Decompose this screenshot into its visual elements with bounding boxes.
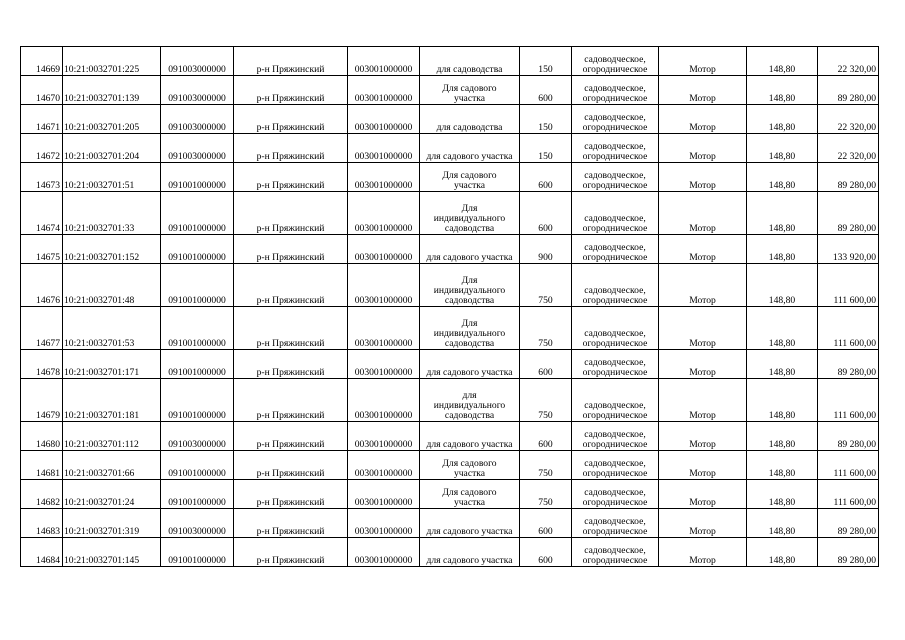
use-category-cell — [572, 76, 659, 105]
permitted-use-cell — [420, 480, 520, 509]
use-category-cell-line: садоводческое, — [584, 357, 646, 368]
cadastral-number-cell: 10:21:0032701:152 — [63, 235, 161, 264]
label-cell: Мотор — [659, 538, 747, 567]
use-category-cell — [572, 47, 659, 76]
plot-number-cell: 14679 — [21, 379, 63, 422]
use-category-cell — [572, 307, 659, 350]
use-category-cell — [572, 134, 659, 163]
value-sum-cell: 22 320,00 — [818, 134, 879, 163]
rate-cell: 148,80 — [747, 192, 818, 235]
use-category-cell-line: садоводческое, — [584, 54, 646, 65]
use-category-cell-line: садоводческое, — [584, 170, 646, 181]
table-row — [21, 350, 879, 379]
okato-code-cell: 091003000000 — [161, 76, 234, 105]
use-category-cell-line: садоводческое, — [584, 429, 646, 440]
label-cell: Мотор — [659, 307, 747, 350]
area-cell: 150 — [520, 105, 572, 134]
district-cell: р-н Пряжинский — [234, 76, 348, 105]
permitted-use-cell-line: для — [462, 390, 477, 401]
permitted-use-cell-line: участка — [453, 93, 486, 104]
plot-number-cell: 14678 — [21, 350, 63, 379]
cadastral-number-cell: 10:21:0032701:112 — [63, 422, 161, 451]
plot-number-cell: 14674 — [21, 192, 63, 235]
table-row — [21, 47, 879, 76]
area-cell: 600 — [520, 350, 572, 379]
use-category-cell-line: садоводческое, — [584, 213, 646, 224]
plot-number-cell: 14669 — [21, 47, 63, 76]
permitted-use-cell-line: индивидуального — [433, 213, 506, 224]
permitted-use-cell-line: для садового участка — [426, 526, 513, 537]
table-row — [21, 192, 879, 235]
district-cell: р-н Пряжинский — [234, 480, 348, 509]
use-category-cell-line: огородническое — [582, 338, 648, 349]
area-cell: 150 — [520, 47, 572, 76]
permitted-use-cell-line: садоводства — [444, 410, 495, 421]
table-row — [21, 235, 879, 264]
use-category-cell — [572, 192, 659, 235]
rate-cell: 148,80 — [747, 350, 818, 379]
district-cell: р-н Пряжинский — [234, 105, 348, 134]
table-row — [21, 76, 879, 105]
use-category-cell-line: садоводческое, — [584, 112, 646, 123]
value-sum-cell: 111 600,00 — [818, 451, 879, 480]
table-body — [21, 47, 879, 567]
permitted-use-cell-line: для садоводства — [436, 64, 503, 75]
district-cell: р-н Пряжинский — [234, 307, 348, 350]
area-cell: 600 — [520, 509, 572, 538]
okato-code-cell: 091001000000 — [161, 379, 234, 422]
plot-number-cell: 14676 — [21, 264, 63, 307]
use-category-cell-line: огородническое — [582, 367, 648, 378]
area-cell: 750 — [520, 480, 572, 509]
use-category-cell-line: огородническое — [582, 468, 648, 479]
use-category-cell-line: огородническое — [582, 64, 648, 75]
rate-cell: 148,80 — [747, 451, 818, 480]
use-category-cell-line: садоводческое, — [584, 83, 646, 94]
rate-cell: 148,80 — [747, 47, 818, 76]
label-cell: Мотор — [659, 480, 747, 509]
district-cell: р-н Пряжинский — [234, 192, 348, 235]
zone-code-cell: 003001000000 — [348, 264, 420, 307]
okato-code-cell: 091003000000 — [161, 134, 234, 163]
cadastral-number-cell: 10:21:0032701:51 — [63, 163, 161, 192]
district-cell: р-н Пряжинский — [234, 235, 348, 264]
zone-code-cell: 003001000000 — [348, 451, 420, 480]
district-cell: р-н Пряжинский — [234, 163, 348, 192]
value-sum-cell: 89 280,00 — [818, 538, 879, 567]
cadastral-number-cell: 10:21:0032701:145 — [63, 538, 161, 567]
cadastral-number-cell: 10:21:0032701:24 — [63, 480, 161, 509]
district-cell: р-н Пряжинский — [234, 350, 348, 379]
zone-code-cell: 003001000000 — [348, 422, 420, 451]
use-category-cell — [572, 163, 659, 192]
permitted-use-cell-line: для садового участка — [426, 151, 513, 162]
area-cell: 750 — [520, 451, 572, 480]
use-category-cell-line: огородническое — [582, 526, 648, 537]
cadastral-number-cell: 10:21:0032701:204 — [63, 134, 161, 163]
use-category-cell-line: огородническое — [582, 93, 648, 104]
table-row — [21, 307, 879, 350]
zone-code-cell: 003001000000 — [348, 235, 420, 264]
plot-number-cell: 14684 — [21, 538, 63, 567]
zone-code-cell: 003001000000 — [348, 105, 420, 134]
label-cell: Мотор — [659, 134, 747, 163]
district-cell: р-н Пряжинский — [234, 422, 348, 451]
use-category-cell-line: садоводческое, — [584, 545, 646, 556]
use-category-cell-line: огородническое — [582, 180, 648, 191]
value-sum-cell: 89 280,00 — [818, 192, 879, 235]
cadastral-number-cell: 10:21:0032701:139 — [63, 76, 161, 105]
permitted-use-cell — [420, 350, 520, 379]
plot-number-cell: 14675 — [21, 235, 63, 264]
cadastral-number-cell: 10:21:0032701:48 — [63, 264, 161, 307]
use-category-cell-line: садоводческое, — [584, 141, 646, 152]
zone-code-cell: 003001000000 — [348, 307, 420, 350]
value-sum-cell: 89 280,00 — [818, 422, 879, 451]
value-sum-cell: 89 280,00 — [818, 163, 879, 192]
permitted-use-cell — [420, 134, 520, 163]
plot-number-cell: 14673 — [21, 163, 63, 192]
use-category-cell-line: садоводческое, — [584, 328, 646, 339]
label-cell: Мотор — [659, 47, 747, 76]
permitted-use-cell-line: индивидуального — [433, 400, 506, 411]
label-cell: Мотор — [659, 422, 747, 451]
plot-number-cell: 14682 — [21, 480, 63, 509]
area-cell: 600 — [520, 192, 572, 235]
zone-code-cell: 003001000000 — [348, 509, 420, 538]
cadastral-number-cell: 10:21:0032701:319 — [63, 509, 161, 538]
cadastral-number-cell: 10:21:0032701:171 — [63, 350, 161, 379]
value-sum-cell: 111 600,00 — [818, 379, 879, 422]
permitted-use-cell — [420, 105, 520, 134]
cadastral-number-cell: 10:21:0032701:53 — [63, 307, 161, 350]
rate-cell: 148,80 — [747, 422, 818, 451]
permitted-use-cell-line: участка — [453, 497, 486, 508]
permitted-use-cell-line: индивидуального — [433, 285, 506, 296]
plot-number-cell: 14681 — [21, 451, 63, 480]
permitted-use-cell-line: для садового участка — [426, 252, 513, 263]
okato-code-cell: 091003000000 — [161, 509, 234, 538]
table-row — [21, 509, 879, 538]
permitted-use-cell-line: для садового участка — [426, 555, 513, 566]
value-sum-cell: 89 280,00 — [818, 76, 879, 105]
use-category-cell-line: садоводческое, — [584, 516, 646, 527]
value-sum-cell: 111 600,00 — [818, 480, 879, 509]
permitted-use-cell — [420, 235, 520, 264]
cadastral-number-cell: 10:21:0032701:66 — [63, 451, 161, 480]
zone-code-cell: 003001000000 — [348, 480, 420, 509]
rate-cell: 148,80 — [747, 538, 818, 567]
use-category-cell-line: огородническое — [582, 295, 648, 306]
label-cell: Мотор — [659, 350, 747, 379]
rate-cell: 148,80 — [747, 235, 818, 264]
label-cell: Мотор — [659, 264, 747, 307]
use-category-cell — [572, 105, 659, 134]
table-row — [21, 480, 879, 509]
plot-number-cell: 14683 — [21, 509, 63, 538]
value-sum-cell: 22 320,00 — [818, 105, 879, 134]
value-sum-cell: 22 320,00 — [818, 47, 879, 76]
rate-cell: 148,80 — [747, 480, 818, 509]
use-category-cell — [572, 538, 659, 567]
use-category-cell-line: огородническое — [582, 252, 648, 263]
table-row — [21, 451, 879, 480]
use-category-cell — [572, 509, 659, 538]
rate-cell: 148,80 — [747, 307, 818, 350]
permitted-use-cell — [420, 264, 520, 307]
table-row — [21, 422, 879, 451]
okato-code-cell: 091001000000 — [161, 350, 234, 379]
permitted-use-cell-line: Для — [461, 318, 478, 329]
zone-code-cell: 003001000000 — [348, 163, 420, 192]
permitted-use-cell-line: садоводства — [444, 223, 495, 234]
value-sum-cell: 133 920,00 — [818, 235, 879, 264]
zone-code-cell: 003001000000 — [348, 192, 420, 235]
rate-cell: 148,80 — [747, 379, 818, 422]
district-cell: р-н Пряжинский — [234, 538, 348, 567]
table-row — [21, 264, 879, 307]
permitted-use-cell-line: индивидуального — [433, 328, 506, 339]
use-category-cell-line: садоводческое, — [584, 400, 646, 411]
use-category-cell-line: огородническое — [582, 223, 648, 234]
table-row — [21, 134, 879, 163]
okato-code-cell: 091003000000 — [161, 105, 234, 134]
okato-code-cell: 091001000000 — [161, 264, 234, 307]
plot-number-cell: 14680 — [21, 422, 63, 451]
zone-code-cell: 003001000000 — [348, 350, 420, 379]
use-category-cell-line: садоводческое, — [584, 242, 646, 253]
permitted-use-cell — [420, 422, 520, 451]
use-category-cell — [572, 422, 659, 451]
cadastral-number-cell: 10:21:0032701:205 — [63, 105, 161, 134]
okato-code-cell: 091001000000 — [161, 163, 234, 192]
district-cell: р-н Пряжинский — [234, 134, 348, 163]
table-row — [21, 163, 879, 192]
area-cell: 600 — [520, 76, 572, 105]
zone-code-cell: 003001000000 — [348, 47, 420, 76]
zone-code-cell: 003001000000 — [348, 379, 420, 422]
use-category-cell — [572, 235, 659, 264]
area-cell: 750 — [520, 307, 572, 350]
use-category-cell — [572, 350, 659, 379]
okato-code-cell: 091003000000 — [161, 422, 234, 451]
permitted-use-cell-line: Для — [461, 275, 478, 286]
use-category-cell-line: садоводческое, — [584, 487, 646, 498]
use-category-cell-line: огородническое — [582, 151, 648, 162]
table-row — [21, 105, 879, 134]
area-cell: 600 — [520, 538, 572, 567]
rate-cell: 148,80 — [747, 105, 818, 134]
use-category-cell — [572, 264, 659, 307]
value-sum-cell: 89 280,00 — [818, 350, 879, 379]
district-cell: р-н Пряжинский — [234, 47, 348, 76]
land-plot-table — [20, 46, 879, 567]
use-category-cell-line: огородническое — [582, 439, 648, 450]
cadastral-number-cell: 10:21:0032701:181 — [63, 379, 161, 422]
use-category-cell-line: огородническое — [582, 497, 648, 508]
label-cell: Мотор — [659, 509, 747, 538]
okato-code-cell: 091001000000 — [161, 235, 234, 264]
district-cell: р-н Пряжинский — [234, 379, 348, 422]
permitted-use-cell — [420, 163, 520, 192]
label-cell: Мотор — [659, 192, 747, 235]
use-category-cell-line: садоводческое, — [584, 285, 646, 296]
value-sum-cell: 111 600,00 — [818, 307, 879, 350]
permitted-use-cell-line: Для садового — [442, 170, 497, 181]
area-cell: 600 — [520, 422, 572, 451]
use-category-cell — [572, 451, 659, 480]
rate-cell: 148,80 — [747, 264, 818, 307]
label-cell: Мотор — [659, 451, 747, 480]
permitted-use-cell — [420, 192, 520, 235]
okato-code-cell: 091001000000 — [161, 307, 234, 350]
use-category-cell-line: огородническое — [582, 410, 648, 421]
permitted-use-cell — [420, 47, 520, 76]
plot-number-cell: 14670 — [21, 76, 63, 105]
permitted-use-cell-line: для садового участка — [426, 439, 513, 450]
label-cell: Мотор — [659, 163, 747, 192]
zone-code-cell: 003001000000 — [348, 134, 420, 163]
permitted-use-cell — [420, 451, 520, 480]
permitted-use-cell-line: Для — [461, 203, 478, 214]
area-cell: 750 — [520, 379, 572, 422]
permitted-use-cell-line: участка — [453, 180, 486, 191]
permitted-use-cell-line: для садового участка — [426, 367, 513, 378]
plot-number-cell: 14677 — [21, 307, 63, 350]
okato-code-cell: 091001000000 — [161, 451, 234, 480]
use-category-cell — [572, 379, 659, 422]
permitted-use-cell-line: Для садового — [442, 487, 497, 498]
area-cell: 750 — [520, 264, 572, 307]
label-cell: Мотор — [659, 105, 747, 134]
use-category-cell-line: огородническое — [582, 122, 648, 133]
permitted-use-cell-line: для садоводства — [436, 122, 503, 133]
plot-number-cell: 14671 — [21, 105, 63, 134]
rate-cell: 148,80 — [747, 134, 818, 163]
okato-code-cell: 091003000000 — [161, 47, 234, 76]
value-sum-cell: 111 600,00 — [818, 264, 879, 307]
label-cell: Мотор — [659, 379, 747, 422]
district-cell: р-н Пряжинский — [234, 509, 348, 538]
use-category-cell-line: садоводческое, — [584, 458, 646, 469]
permitted-use-cell — [420, 509, 520, 538]
label-cell: Мотор — [659, 76, 747, 105]
cadastral-number-cell: 10:21:0032701:33 — [63, 192, 161, 235]
use-category-cell — [572, 480, 659, 509]
permitted-use-cell-line: Для садового — [442, 458, 497, 469]
table-row — [21, 379, 879, 422]
rate-cell: 148,80 — [747, 76, 818, 105]
area-cell: 900 — [520, 235, 572, 264]
area-cell: 600 — [520, 163, 572, 192]
district-cell: р-н Пряжинский — [234, 264, 348, 307]
cadastral-number-cell: 10:21:0032701:225 — [63, 47, 161, 76]
okato-code-cell: 091001000000 — [161, 538, 234, 567]
zone-code-cell: 003001000000 — [348, 538, 420, 567]
label-cell: Мотор — [659, 235, 747, 264]
rate-cell: 148,80 — [747, 163, 818, 192]
zone-code-cell: 003001000000 — [348, 76, 420, 105]
okato-code-cell: 091001000000 — [161, 480, 234, 509]
district-cell: р-н Пряжинский — [234, 451, 348, 480]
rate-cell: 148,80 — [747, 509, 818, 538]
permitted-use-cell — [420, 379, 520, 422]
table-row — [21, 538, 879, 567]
permitted-use-cell-line: садоводства — [444, 338, 495, 349]
permitted-use-cell — [420, 76, 520, 105]
permitted-use-cell — [420, 538, 520, 567]
use-category-cell-line: огородническое — [582, 555, 648, 566]
value-sum-cell: 89 280,00 — [818, 509, 879, 538]
plot-number-cell: 14672 — [21, 134, 63, 163]
permitted-use-cell-line: участка — [453, 468, 486, 479]
permitted-use-cell — [420, 307, 520, 350]
permitted-use-cell-line: Для садового — [442, 83, 497, 94]
area-cell: 150 — [520, 134, 572, 163]
permitted-use-cell-line: садоводства — [444, 295, 495, 306]
okato-code-cell: 091001000000 — [161, 192, 234, 235]
